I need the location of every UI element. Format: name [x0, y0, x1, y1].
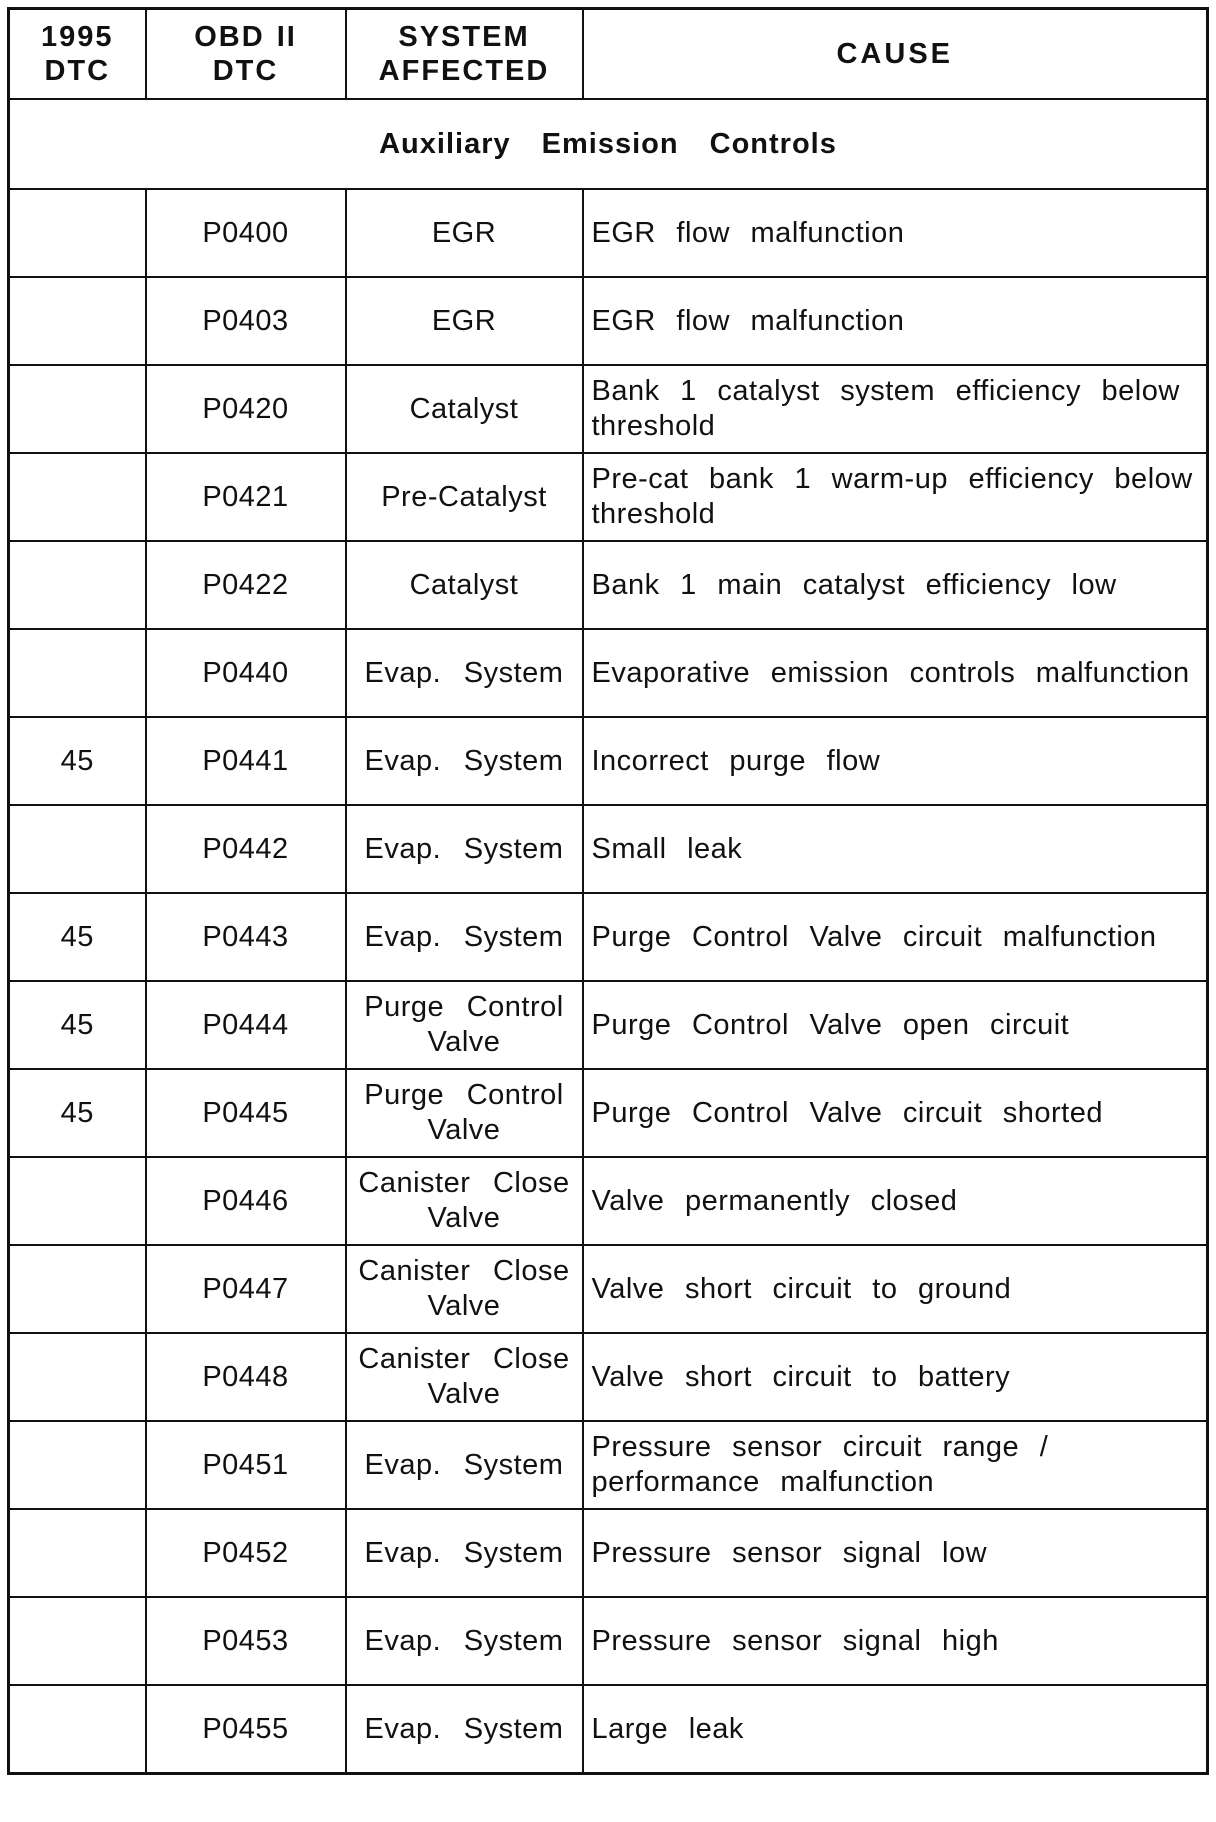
- dtc-1995-cell: [9, 1685, 146, 1774]
- cause-cell: Pre-cat bank 1 warm-up efficiency below threshold: [583, 453, 1208, 541]
- header-1995-dtc-line-2: DTC: [44, 55, 111, 87]
- table-row: [9, 453, 1208, 541]
- cause-cell: Purge Control Valve circuit shorted: [583, 1069, 1208, 1157]
- dtc-1995-cell: [9, 1509, 146, 1597]
- obd-ii-dtc-cell: P0422: [146, 541, 346, 629]
- table-row: [9, 717, 1208, 805]
- dtc-1995-cell: [9, 277, 146, 365]
- table-row: [9, 1157, 1208, 1245]
- table-row: [9, 365, 1208, 453]
- obd-ii-dtc-cell: P0453: [146, 1597, 346, 1685]
- cause-cell: Incorrect purge flow: [583, 717, 1208, 805]
- table-row: [9, 1421, 1208, 1509]
- obd-ii-dtc-cell: P0421: [146, 453, 346, 541]
- dtc-1995-cell: [9, 1333, 146, 1421]
- cause-cell: Valve short circuit to battery: [583, 1333, 1208, 1421]
- header-1995-dtc: [9, 9, 146, 100]
- cause-cell: Pressure sensor signal high: [583, 1597, 1208, 1685]
- header-obd-ii-dtc-line-1: OBD II: [194, 21, 297, 53]
- system-affected-cell: Evap. System: [346, 893, 583, 981]
- dtc-1995-cell: 45: [9, 893, 146, 981]
- table-row: [9, 1245, 1208, 1333]
- table-row: [9, 805, 1208, 893]
- table-row: [9, 1597, 1208, 1685]
- dtc-1995-cell: [9, 365, 146, 453]
- system-affected-cell: EGR: [346, 277, 583, 365]
- system-affected-cell: Pre-Catalyst: [346, 453, 583, 541]
- obd-ii-dtc-cell: P0446: [146, 1157, 346, 1245]
- system-affected-cell: Evap. System: [346, 1685, 583, 1774]
- cause-cell: Valve short circuit to ground: [583, 1245, 1208, 1333]
- cause-cell: Evaporative emission controls malfunction: [583, 629, 1208, 717]
- system-affected-cell: Evap. System: [346, 629, 583, 717]
- dtc-1995-cell: [9, 629, 146, 717]
- table-row: [9, 1685, 1208, 1774]
- dtc-1995-cell: 45: [9, 981, 146, 1069]
- dtc-1995-cell: [9, 189, 146, 277]
- system-affected-cell: Canister Close Valve: [346, 1333, 583, 1421]
- table-row: [9, 629, 1208, 717]
- obd-ii-dtc-cell: P0445: [146, 1069, 346, 1157]
- cause-cell: EGR flow malfunction: [583, 189, 1208, 277]
- dtc-1995-cell: [9, 453, 146, 541]
- obd-ii-dtc-cell: P0442: [146, 805, 346, 893]
- obd-ii-dtc-cell: P0420: [146, 365, 346, 453]
- dtc-1995-cell: 45: [9, 717, 146, 805]
- system-affected-cell: Catalyst: [346, 541, 583, 629]
- obd-ii-dtc-cell: P0403: [146, 277, 346, 365]
- cause-cell: Purge Control Valve circuit malfunction: [583, 893, 1208, 981]
- cause-cell: Pressure sensor signal low: [583, 1509, 1208, 1597]
- dtc-1995-cell: 45: [9, 1069, 146, 1157]
- system-affected-cell: Evap. System: [346, 1421, 583, 1509]
- obd-ii-dtc-cell: P0448: [146, 1333, 346, 1421]
- table-row: [9, 1509, 1208, 1597]
- table-row: [9, 1333, 1208, 1421]
- dtc-1995-cell: [9, 1597, 146, 1685]
- cause-cell: Large leak: [583, 1685, 1208, 1774]
- table-header-row: [9, 9, 1208, 100]
- system-affected-cell: Evap. System: [346, 805, 583, 893]
- header-cause: CAUSE: [583, 9, 1208, 100]
- dtc-1995-cell: [9, 1245, 146, 1333]
- cause-cell: Pressure sensor circuit range / performance malfunction: [583, 1421, 1208, 1509]
- system-affected-cell: Evap. System: [346, 1509, 583, 1597]
- system-affected-cell: Catalyst: [346, 365, 583, 453]
- dtc-1995-cell: [9, 1421, 146, 1509]
- obd-ii-dtc-cell: P0455: [146, 1685, 346, 1774]
- table-row: [9, 981, 1208, 1069]
- system-affected-cell: Canister Close Valve: [346, 1157, 583, 1245]
- obd-ii-dtc-cell: P0441: [146, 717, 346, 805]
- table-body: [9, 99, 1208, 1774]
- section-title: Auxiliary Emission Controls: [9, 99, 1208, 189]
- header-obd-ii-dtc: [146, 9, 346, 100]
- dtc-1995-cell: [9, 1157, 146, 1245]
- system-affected-cell: Purge Control Valve: [346, 981, 583, 1069]
- header-system-affected-line-2: AFFECTED: [378, 55, 550, 87]
- section-row: [9, 99, 1208, 189]
- cause-cell: Bank 1 main catalyst efficiency low: [583, 541, 1208, 629]
- obd-ii-dtc-cell: P0443: [146, 893, 346, 981]
- table-row: [9, 189, 1208, 277]
- obd-ii-dtc-cell: P0440: [146, 629, 346, 717]
- system-affected-cell: Evap. System: [346, 717, 583, 805]
- header-system-affected-line-1: SYSTEM: [398, 21, 530, 53]
- table-row: [9, 541, 1208, 629]
- cause-cell: Valve permanently closed: [583, 1157, 1208, 1245]
- obd-ii-dtc-cell: P0447: [146, 1245, 346, 1333]
- system-affected-cell: Evap. System: [346, 1597, 583, 1685]
- table-row: [9, 277, 1208, 365]
- cause-cell: EGR flow malfunction: [583, 277, 1208, 365]
- obd-ii-dtc-cell: P0400: [146, 189, 346, 277]
- cause-cell: Bank 1 catalyst system efficiency below threshold: [583, 365, 1208, 453]
- cause-cell: Purge Control Valve open circuit: [583, 981, 1208, 1069]
- table-row: [9, 893, 1208, 981]
- obd-ii-dtc-cell: P0452: [146, 1509, 346, 1597]
- dtc-1995-cell: [9, 805, 146, 893]
- system-affected-cell: Purge Control Valve: [346, 1069, 583, 1157]
- dtc-table: [7, 7, 1209, 1775]
- system-affected-cell: Canister Close Valve: [346, 1245, 583, 1333]
- header-1995-dtc-line-1: 1995: [40, 21, 114, 53]
- obd-ii-dtc-cell: P0451: [146, 1421, 346, 1509]
- system-affected-cell: EGR: [346, 189, 583, 277]
- header-obd-ii-dtc-line-2: DTC: [212, 55, 279, 87]
- table-row: [9, 1069, 1208, 1157]
- header-system-affected: [346, 9, 583, 100]
- dtc-1995-cell: [9, 541, 146, 629]
- cause-cell: Small leak: [583, 805, 1208, 893]
- obd-ii-dtc-cell: P0444: [146, 981, 346, 1069]
